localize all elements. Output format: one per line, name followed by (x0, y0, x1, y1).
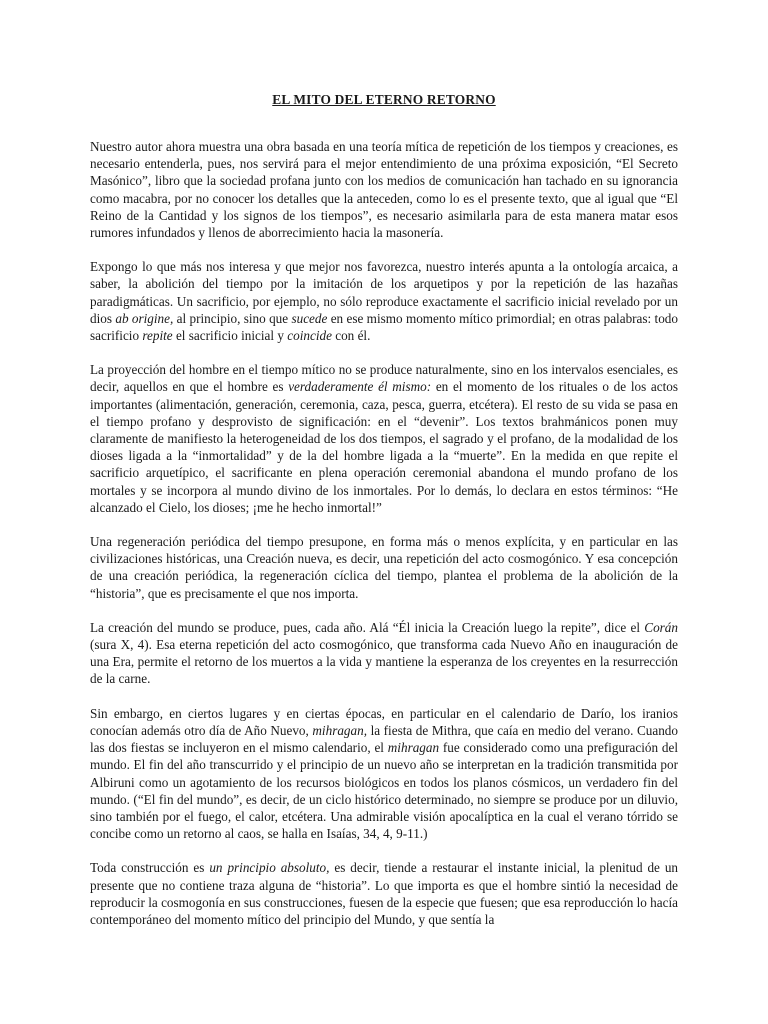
paragraph-6 (90, 705, 678, 843)
paragraph-1 (90, 138, 678, 241)
text-run: (sura X, 4). Esa eterna repetición del acto cosmogónico, que transforma cada Nuevo Año en inauguración de una Era, permite el retorno de los muertos a la vida y mantiene la esperanza de los creyentes en la resurrección de la carne. (90, 637, 678, 687)
text-run: La proyección del hombre en el tiempo mítico no se produce naturalmente, sino en los intervalos esenciales, es decir, aquellos en que el hombre es (90, 362, 678, 395)
text-run: en el momento de los rituales o de los actos importantes (alimentación, generación, ceremonia, caza, pesca, guerra, etcétera). El resto de su vida se pasa en el tiempo profano y desprovisto de significación: en el “devenir”. Los textos brahmánicos ponen muy claramente de manifiesto la heterogeneidad de los dos tiempos, el sagrado y el profano, de la modalidad de los dioses ligada a la “inmortalidad” y de la del hombre ligada a la “muerte”. En la medida en que repite el sacrificio arquetípico, el sacrificante en plena operación ceremonial abandona el mundo profano de los mortales y se incorpora al mundo divino de los inmortales. Por lo demás, lo declara en estos términos: “He alcanzado el Cielo, los dioses; ¡me he hecho inmortal!” (90, 379, 678, 515)
document-title: EL MITO DEL ETERNO RETORNO (272, 92, 496, 107)
text-run: el sacrificio inicial y (172, 328, 288, 344)
paragraph-7 (90, 859, 678, 928)
italic-run: un principio absoluto, (209, 860, 330, 876)
text-run: con él. (331, 328, 371, 344)
text-run: es decir, tiende a restaurar el instante inicial, la plenitud de un presente que no contiene traza alguna de “historia”. Lo que importa es que el hombre sintió la necesidad de reproducir la cosmogonía en sus construcciones, fuesen de la especie que fuesen; que esa reproducción lo hacía contemporáneo del momento mítico del principio del Mundo, y que sentía la (90, 860, 679, 927)
paragraph-5 (90, 619, 678, 688)
text-run: en ese mismo momento mítico primordial; en otras palabras: todo sacrificio (90, 310, 678, 344)
paragraph-2 (90, 258, 678, 344)
italic-run: sucede (291, 310, 328, 326)
document-body (90, 138, 678, 928)
text-run: La creación del mundo se produce, pues, cada año. Alá “Él inicia la Creación luego la repite”, dice el (90, 619, 645, 635)
text-run: Nuestro autor ahora muestra una obra basada en una teoría mítica de repetición de los tiempos y creaciones, es necesario entenderla, pues, nos servirá para el mejor entendimiento de una próxima exposición, “El Secreto Masónico”, libro que la sociedad profana junto con los medios de comunicación han tachado en su ignorancia como macabra, por no conocer los detalles que la anteceden, como lo es el presente texto, que al igual que “El Reino de la Cantidad y los signos de los tiempos”, es necesario asimilarla para de esta manera matar esos rumores infundados y llenos de aborrecimiento hacia la masonería. (90, 139, 678, 241)
italic-run: verdaderamente él mismo: (288, 379, 432, 395)
text-run: al principio, sino que (173, 310, 292, 326)
text-run: Expongo lo que más nos interesa y que mejor nos favorezca, nuestro interés apunta a la ontología arcaica, a saber, la abolición del tiempo por la imitación de los arquetipos y por la repetición de las hazañas paradigmáticas. Un sacrificio, por ejemplo, no sólo reproduce exactamente el sacrificio inicial revelado por un dios (90, 259, 678, 326)
paragraph-4 (90, 533, 678, 602)
text-run: fue considerado como una prefiguración del mundo. El fin del año transcurrido y el principio de un nuevo año se interpretan en la tradición transmitida por Albiruni como un agotamiento de los recursos biológicos en todos los planos cósmicos, un verdadero fin del mundo. (“El fin del mundo”, es decir, de un ciclo histórico determinado, no siempre se produce por un diluvio, sino también por el fuego, el calor, etcétera. Una admirable visión apocalíptica en la cual el verano tórrido se concibe como un retorno al caos, se halla en Isaías, 34, 4, 9-11.) (90, 740, 678, 842)
italic-run: mihragan, (312, 722, 367, 738)
text-run: Sin embargo, en ciertos lugares y en ciertas épocas, en particular en el calendario de Darío, los iranios conocían además otro día de Año Nuevo, (90, 705, 678, 738)
italic-run: ab origine, (115, 310, 174, 326)
italic-run: Corán (644, 619, 678, 635)
text-run: Toda construcción es (90, 860, 210, 876)
paragraph-3 (90, 361, 678, 516)
italic-run: repite (142, 328, 173, 344)
text-run: la fiesta de Mithra, que caía en medio del verano. Cuando las dos fiestas se incluyeron en el mismo calendario, el (90, 722, 678, 756)
italic-run: coincide (287, 328, 332, 344)
italic-run: mihragan (387, 740, 440, 756)
text-run: Una regeneración periódica del tiempo presupone, en forma más o menos explícita, y en particular en las civilizaciones históricas, una Creación nueva, es decir, una repetición del acto cosmogónico. Y esa concepción de una creación periódica, la regeneración cíclica del tiempo, plantea el problema de la abolición de la “historia”, que es precisamente el que nos importa. (90, 534, 678, 601)
